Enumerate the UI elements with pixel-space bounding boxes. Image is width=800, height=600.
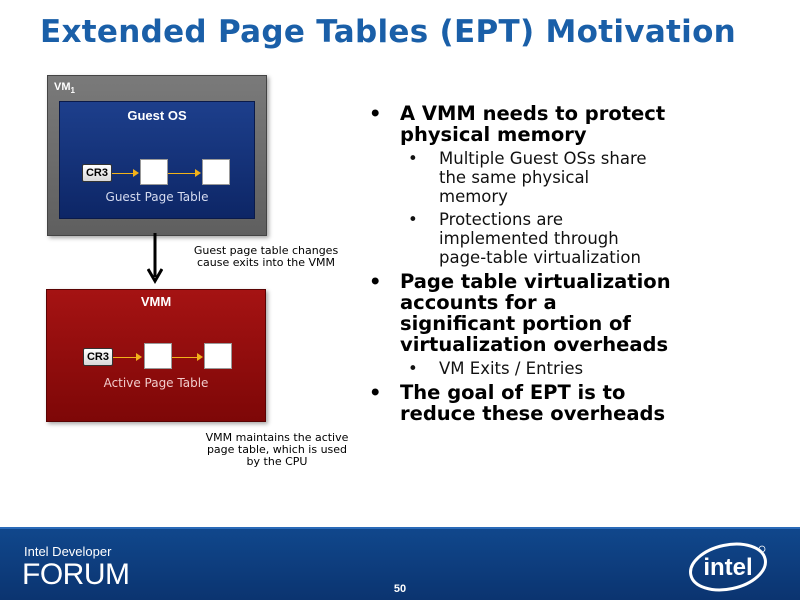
page-number: 50: [393, 583, 407, 595]
footer-brand-line2: FORUM: [22, 558, 130, 591]
guest-cr3-arrow: [112, 173, 134, 174]
guest-page-table-entry-2: [202, 159, 230, 185]
bullet-item: • Page table virtualization accounts for a significant portion of virtualization overheads: [369, 270, 671, 356]
svg-text:intel: intel: [703, 554, 753, 581]
sub-bullet-item: • Multiple Guest OSs share the same physical memory: [408, 149, 647, 206]
guest-os-box: [59, 101, 255, 219]
slide-title: Extended Page Tables (EPT) Motivation: [40, 14, 737, 50]
down-arrow-icon: [147, 233, 163, 285]
intel-logo-icon: [686, 537, 772, 595]
guest-pt-arrowhead: [195, 169, 201, 177]
footer-brand-line1: Intel Developer: [24, 544, 112, 559]
guest-cr3-arrowhead: [133, 169, 139, 177]
active-page-table-label: Active Page Table: [103, 376, 209, 390]
active-pt-arrowhead: [197, 353, 203, 361]
active-cr3-register: CR3: [83, 348, 113, 366]
vm-container: [47, 75, 267, 236]
bullet-item: • A VMM needs to protect physical memory: [369, 102, 666, 146]
active-cr3-arrowhead: [136, 353, 142, 361]
bullet-item: • The goal of EPT is to reduce these overheads: [369, 381, 666, 425]
footer-bar: [0, 527, 800, 600]
sub-bullet-item: • VM Exits / Entries: [408, 359, 584, 378]
guest-pt-arrow: [168, 173, 196, 174]
active-page-table-entry-2: [204, 343, 232, 369]
sub-bullet-item: • Protections are implemented through page-table virtualization: [408, 210, 641, 267]
active-cr3-arrow: [113, 357, 137, 358]
annotation-exits: Guest page table changes cause exits into the VMM: [193, 244, 339, 269]
bullet-list: [364, 103, 764, 424]
active-pt-arrow: [172, 357, 198, 358]
vmm-box: [46, 289, 266, 422]
vm-label: $VM_1$: [54, 81, 75, 96]
guest-cr3-register: CR3: [82, 164, 112, 182]
guest-os-title: Guest OS: [127, 108, 187, 123]
vmm-title: VMM: [140, 294, 172, 309]
guest-page-table-entry-1: [140, 159, 168, 185]
guest-page-table-label: Guest Page Table: [105, 190, 209, 204]
active-page-table-entry-1: [144, 343, 172, 369]
annotation-active-table: VMM maintains the active page table, which is used by the CPU: [205, 431, 349, 468]
